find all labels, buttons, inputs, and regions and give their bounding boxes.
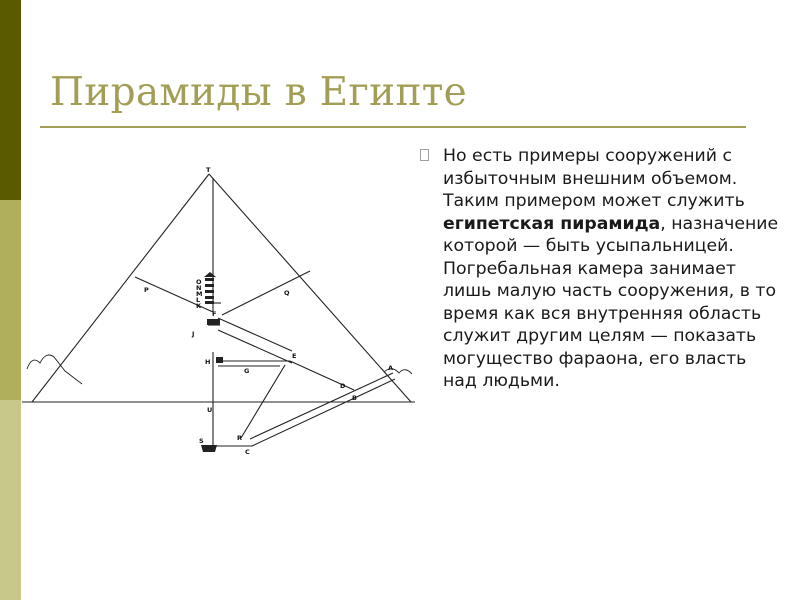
- pyramid-cross-section-diagram: [22, 160, 417, 460]
- label-M: M: [196, 290, 203, 298]
- subterranean-chamber: [201, 445, 217, 452]
- label-S: S: [199, 437, 204, 445]
- label-T: T: [206, 166, 211, 174]
- label-D: D: [340, 382, 346, 390]
- decor-bar-dark-top: [0, 0, 21, 200]
- pyramid-right-face: [209, 174, 411, 402]
- label-H: H: [205, 358, 211, 366]
- label-G: G: [244, 367, 250, 375]
- label-O: O: [196, 278, 202, 286]
- relief-chamber-gable: [204, 272, 216, 277]
- bullet-item: [420, 145, 780, 393]
- descending-passage-upper: [250, 373, 393, 439]
- label-U: U: [207, 406, 213, 414]
- label-K: K: [196, 302, 202, 310]
- relief-chamber-stack: [205, 278, 214, 281]
- left-terrain: [27, 355, 82, 384]
- square-bullet-icon: [420, 149, 429, 161]
- label-C: C: [245, 448, 250, 456]
- relief-chamber-stack: [205, 296, 214, 299]
- relief-chamber-stack: [205, 290, 214, 293]
- pyramid-left-face: [32, 174, 209, 402]
- relief-chamber-stack: [205, 284, 214, 287]
- label-Q: Q: [284, 289, 290, 297]
- relief-chamber-stack: [205, 301, 214, 304]
- decor-bar-olive-1: [0, 200, 21, 400]
- bullet-text-rest: , назначение которой — быть усыпальницей. Погребальная камера занимает лишь малую часть сооружения, в то время как вся внутренняя область служит другим целям — показать могущество фараона, его власть над людьми.: [443, 213, 779, 391]
- slide-title: Пирамиды в Египте: [50, 70, 467, 115]
- label-R: R: [237, 434, 243, 442]
- descending-passage-lower: [252, 379, 395, 446]
- label-P: P: [144, 286, 149, 294]
- bullet-text-lead: Но есть примеры сооружений с избыточным внешним объемом. Таким примером может служить: [443, 146, 745, 211]
- bullet-text: [443, 145, 780, 393]
- label-F: F: [212, 310, 217, 318]
- label-A: A: [388, 364, 394, 372]
- bullet-text-emphasis: египетская пирамида: [443, 213, 661, 234]
- title-underline: [40, 126, 746, 128]
- decor-bar-olive-2: [0, 400, 21, 600]
- label-L: L: [196, 296, 201, 304]
- kings-chamber: [207, 319, 220, 325]
- air-shaft-south: [222, 271, 310, 315]
- label-B: B: [352, 394, 357, 402]
- queens-chamber: [216, 357, 223, 363]
- label-E: E: [292, 352, 297, 360]
- slide-body: [420, 145, 780, 393]
- label-J: J: [192, 330, 195, 338]
- label-N: N: [196, 284, 202, 292]
